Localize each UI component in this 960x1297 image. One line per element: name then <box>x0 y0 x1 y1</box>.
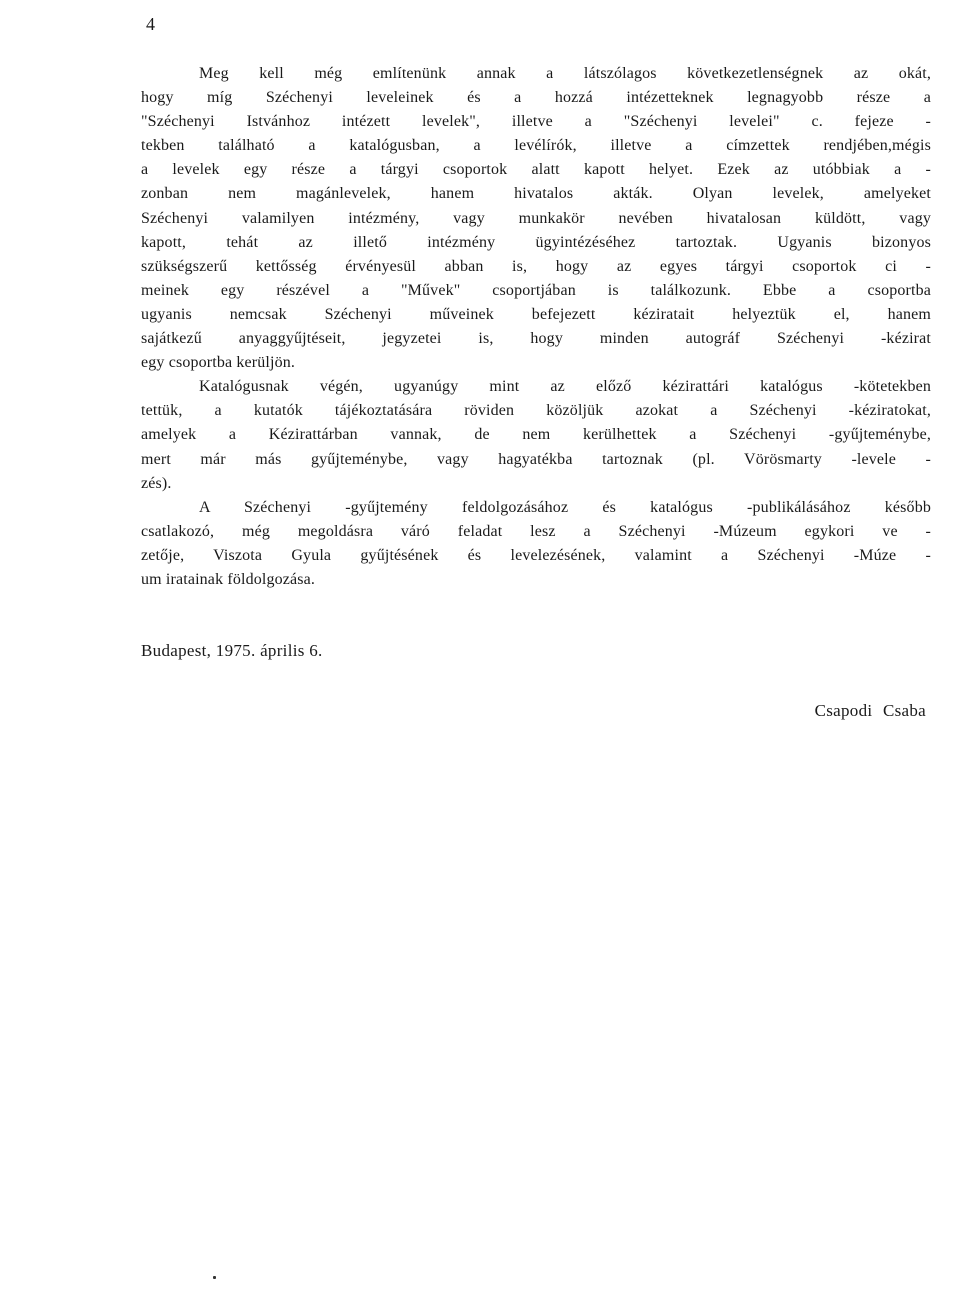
dateline: Budapest, 1975. április 6. <box>141 641 323 660</box>
text-line: zonban nem magánlevelek, hanem hivatalos akták. Olyan levelek, amelyeket <box>141 185 931 203</box>
text-line: A Széchenyi -gyűjtemény feldolgozásához és katalógus -publikálásához később <box>199 498 931 516</box>
body-text <box>141 62 931 592</box>
text-line: mert már más gyűjteménybe, vagy hagyatékba tartoznak (pl. Vörösmarty -levele - <box>141 450 931 468</box>
scan-speck <box>213 1276 216 1279</box>
text-line: Széchenyi valamilyen intézmény, vagy munkakör nevében hivatalosan küldött, vagy <box>141 209 931 227</box>
page-number: 4 <box>146 14 155 34</box>
text-line: meinek egy részével a "Művek" csoportjában is találkozunk. Ebbe a csoportba <box>141 281 931 299</box>
signature: Csapodi Csaba <box>814 701 926 720</box>
text-line: a levelek egy része a tárgyi csoportok alatt kapott helyet. Ezek az utóbbiak a - <box>141 161 931 179</box>
text-line: zés). <box>141 474 172 492</box>
text-line: hogy míg Széchenyi leveleinek és a hozzá intézetteknek legnagyobb része a <box>141 89 931 107</box>
text-line: Meg kell még említenünk annak a látszólagos következetlenségnek az okát, <box>199 65 931 82</box>
text-line: kapott, tehát az illető intézmény ügyintézéséhez tartoztak. Ugyanis bizonyos <box>141 233 931 251</box>
text-line: "Széchenyi Istvánhoz intézett levelek", illetve a "Széchenyi levelei" c. fejeze - <box>141 113 931 131</box>
text-line: ugyanis nemcsak Széchenyi műveinek befejezett kéziratait helyeztük el, hanem <box>141 305 931 323</box>
text-line: egy csoportba kerüljön. <box>141 354 296 372</box>
text-line: tekben található a katalógusban, a levélírók, illetve a címzettek rendjében,mégis <box>141 137 931 155</box>
text-line: csatlakozó, még megoldásra váró feladat lesz a Széchenyi -Múzeum egykori ve - <box>141 522 931 540</box>
text-line: um iratainak földolgozása. <box>141 570 316 588</box>
text-line: zetője, Viszota Gyula gyűjtésének és levelezésének, valamint a Széchenyi -Múze - <box>141 546 931 564</box>
text-line: Katalógusnak végén, ugyanúgy mint az előző kézirattári katalógus -kötetekben <box>199 378 931 396</box>
text-line: amelyek a Kézirattárban vannak, de nem kerülhettek a Széchenyi -gyűjteménybe, <box>141 426 931 444</box>
text-line: tettük, a kutatók tájékoztatására röviden közöljük azokat a Széchenyi -kéziratokat, <box>141 402 931 420</box>
text-line: sajátkezű anyaggyűjtéseit, jegyzetei is, hogy minden autográf Széchenyi -kézirat <box>141 330 931 348</box>
text-line: szükségszerű kettősség érvényesül abban is, hogy az egyes tárgyi csoportok ci - <box>141 257 931 275</box>
